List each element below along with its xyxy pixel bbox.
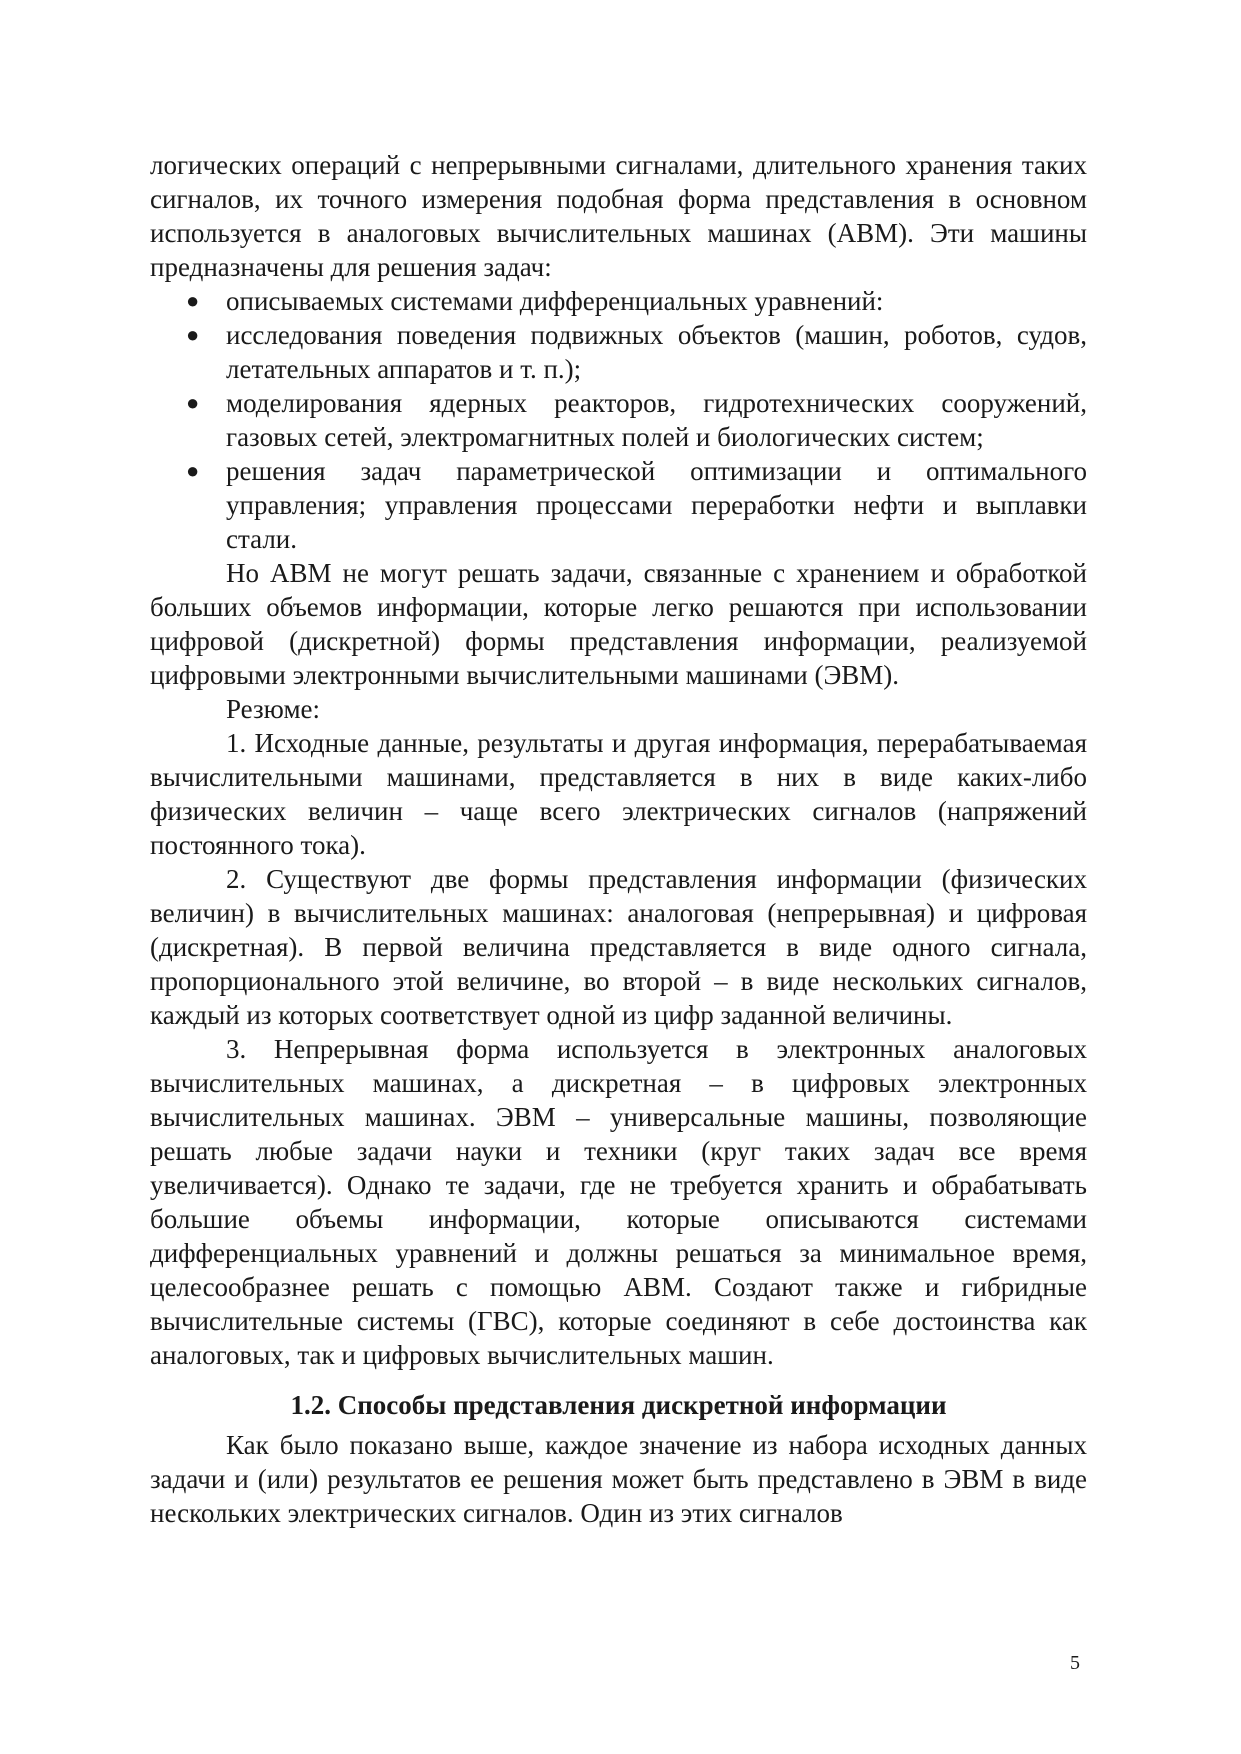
- section-paragraph: Как было показано выше, каждое значение из набора исходных данных задачи и (или) результатов ее решения может быть представлено в ЭВМ в виде нескольких электрических сигналов. Один из этих сигналов: [150, 1430, 1087, 1528]
- task-list: [150, 284, 1087, 556]
- bullet-icon: ●: [186, 288, 200, 313]
- bullet-icon: ●: [186, 458, 200, 483]
- summary-heading: Резюме:: [226, 694, 321, 724]
- list-item: [150, 318, 1087, 386]
- summary-item-2: 2. Существуют две формы представления информации (физических величин) в вычислительных машинах: аналоговая (непрерывная) и цифровая (дискретная). В первой величина представляется в виде одного сигнала, пропорционального этой величине, во второй – в виде нескольких сигналов, каждый из которых соответствует одной из цифр заданной величины.: [150, 864, 1087, 1030]
- page-number: 5: [1070, 1652, 1080, 1674]
- list-item-text: решения задач параметрической оптимизации и оптимального управления; управления процессами переработки нефти и выплавки стали.: [226, 456, 1087, 554]
- bullet-icon: ●: [186, 322, 200, 347]
- list-item: [150, 454, 1087, 556]
- list-item: [150, 284, 1087, 318]
- intro-paragraph: логических операций с непрерывными сигналами, длительного хранения таких сигналов, их точного измерения подобная форма представления в основном используется в аналоговых вычислительных машинах (АВМ). Эти машины предназначены для решения задач:: [150, 150, 1087, 282]
- section-title: 1.2. Способы представления дискретной информации: [290, 1390, 947, 1420]
- list-item: [150, 386, 1087, 454]
- list-item-text: описываемых системами дифференциальных уравнений:: [226, 286, 884, 316]
- summary-item-3: 3. Непрерывная форма используется в электронных аналоговых вычислительных машинах, а дискретная – в цифровых электронных вычислительных машинах. ЭВМ – универсальные машины, позволяющие решать любые задачи науки и техники (круг таких задач все время увеличивается). Однако те задачи, где не требуется хранить и обрабатывать большие объемы информации, которые описываются системами дифференциальных уравнений и должны решаться за минимальное время, целесообразнее решать с помощью АВМ. Создают также и гибридные вычислительные системы (ГВС), которые соединяют в себе достоинства как аналоговых, так и цифровых вычислительных машин.: [150, 1034, 1087, 1370]
- avm-limitations-paragraph: Но АВМ не могут решать задачи, связанные с хранением и обработкой больших объемов информации, которые легко решаются при использовании цифровой (дискретной) формы представления информации, реализуемой цифровыми электронными вычислительными машинами (ЭВМ).: [150, 558, 1087, 690]
- list-item-text: моделирования ядерных реакторов, гидротехнических сооружений, газовых сетей, электромагнитных полей и биологических систем;: [226, 388, 1087, 452]
- bullet-icon: ●: [186, 390, 200, 415]
- summary-item-1: 1. Исходные данные, результаты и другая информация, перерабатываемая вычислительными машинами, представляется в них в виде каких-либо физических величин – чаще всего электрических сигналов (напряжений постоянного тока).: [150, 728, 1087, 860]
- page-body: [150, 148, 1087, 1530]
- list-item-text: исследования поведения подвижных объектов (машин, роботов, судов, летательных аппаратов и т. п.);: [226, 320, 1087, 384]
